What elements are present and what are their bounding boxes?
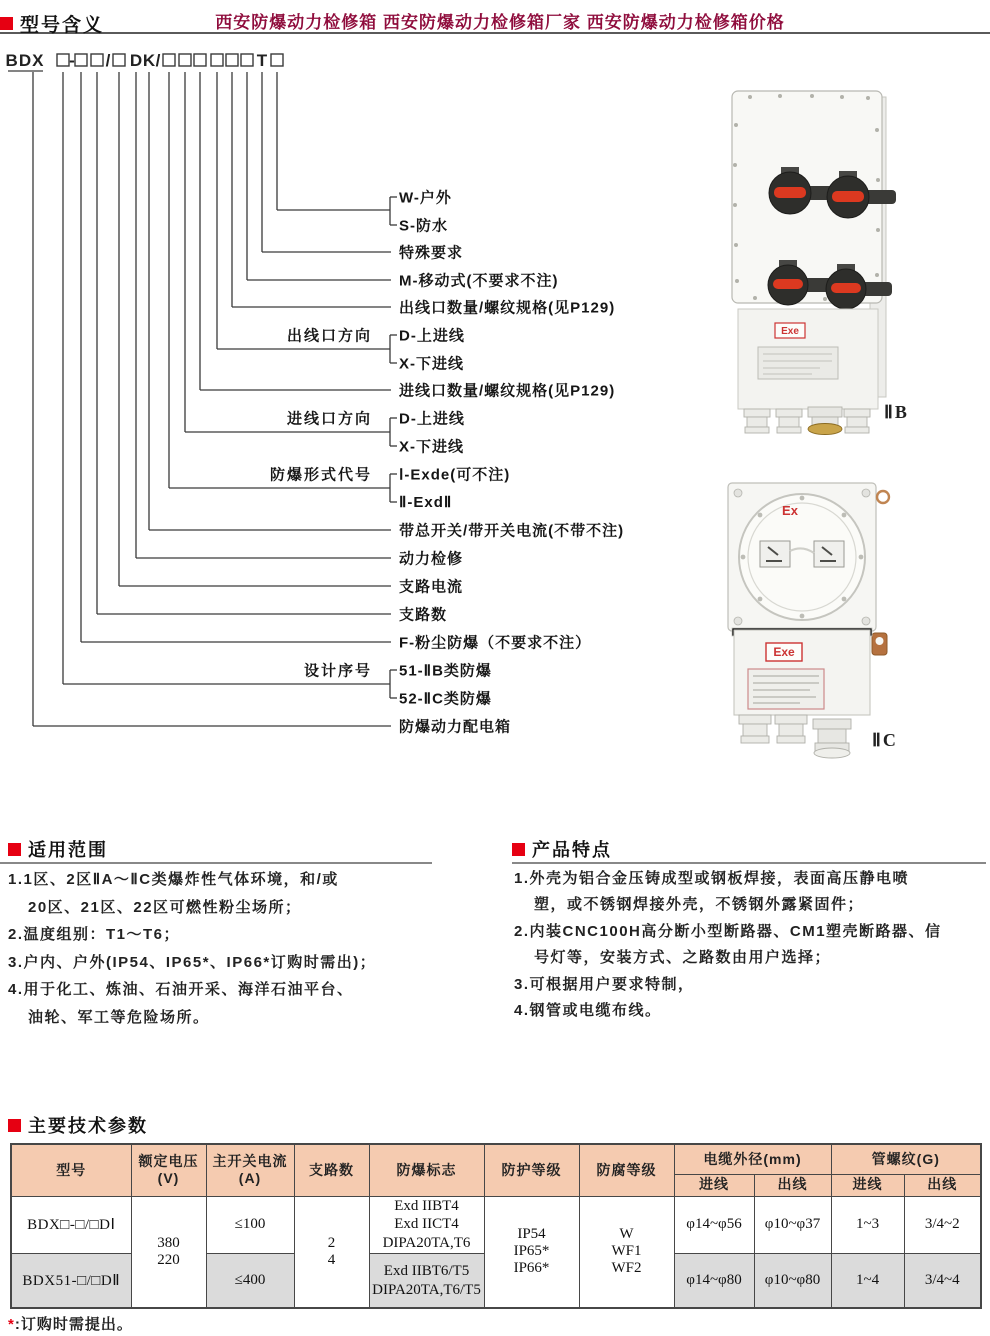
model-code-letter-t: T [256, 51, 268, 70]
scope-line: 20区、21区、22区可燃性粉尘场所； [28, 898, 302, 916]
col-header-cable-od: 电缆外径(mm) [674, 1144, 831, 1174]
cell-thread-in-1: 1~3 [831, 1196, 904, 1253]
branch-category: 进线口方向 [286, 410, 372, 428]
branch-label: 动力检修 [399, 550, 464, 568]
col-header-corrosion: 防腐等级 [579, 1144, 674, 1196]
subcol-cable-out: 出线 [754, 1174, 831, 1196]
figure-label-iic: ⅡC [872, 730, 898, 750]
col-header-model: 型号 [11, 1144, 131, 1196]
col-header-thread: 管螺纹(G) [831, 1144, 981, 1174]
cell-cable-in-2: φ14~φ80 [674, 1253, 754, 1308]
cell-thread-out-2: 3/4~4 [904, 1253, 981, 1308]
feature-line: 号灯等，安装方式、之路数由用户选择； [534, 949, 832, 967]
branch-count-2: 2 [327, 1234, 336, 1251]
branch-option: X-下进线 [399, 355, 465, 373]
ex-mark-line: Exd IIBT6/T5 [383, 1262, 470, 1279]
branch-label: 出线口数量/螺纹规格(见P129) [399, 299, 616, 317]
cell-protection [484, 1196, 579, 1308]
branch-option: X-下进线 [399, 438, 465, 456]
feature-line: 塑，或不锈钢焊接外壳，不锈钢外露紧固件； [534, 896, 865, 914]
col-header-voltage-text: 额定电压 [138, 1152, 199, 1169]
cell-main-current-1: ≤100 [206, 1196, 294, 1253]
cell-main-current-2: ≤400 [206, 1253, 294, 1308]
footnote-text: :订购时需提出。 [14, 1316, 133, 1333]
exe-badge: Exe [781, 326, 799, 337]
feature-line: 2.内装CNC100H高分断小型断路器、CM1塑壳断路器、信 [514, 922, 942, 940]
branch-label: F-粉尘防爆（不要求不注） [399, 634, 592, 652]
features-section-header [512, 836, 612, 862]
scope-line: 4.用于化工、炼油、石油开采、海洋石油平台、 [8, 981, 354, 999]
scope-section-header [8, 836, 108, 862]
cell-ex-mark-1 [369, 1196, 484, 1253]
ex-mark-line: Exd IIBT4 [394, 1197, 459, 1214]
protection-ip65: IP65* [513, 1243, 550, 1260]
protection-ip54: IP54 [517, 1226, 546, 1243]
order-footnote [8, 1313, 133, 1334]
branch-label: M-移动式(不要求不注) [399, 272, 559, 290]
specs-title: 主要技术参数 [28, 1116, 148, 1136]
col-header-voltage [131, 1144, 206, 1196]
cell-model-2: BDX51-□/□DⅡ [11, 1253, 131, 1308]
col-header-main-current-unit: (A) [238, 1170, 262, 1187]
red-square-bullet-icon [512, 843, 525, 856]
branch-option: Ⅱ-ExdⅡ [399, 494, 453, 511]
corrosion-wf2: WF2 [611, 1260, 642, 1277]
model-code-prefix: BDX [5, 51, 45, 70]
branch-option: D-上进线 [399, 327, 465, 345]
feature-line: 4.钢管或电缆布线。 [514, 1002, 662, 1020]
col-header-protection: 防护等级 [484, 1144, 579, 1196]
cell-cable-out-1: φ10~φ37 [754, 1196, 831, 1253]
scope-divider [0, 862, 432, 864]
ex-mark-line: Exd IICT4 [394, 1216, 459, 1233]
cell-ex-mark-2 [369, 1253, 484, 1308]
page-title: 型号含义 [20, 15, 105, 36]
subcol-cable-in: 进线 [674, 1174, 754, 1196]
subcol-thread-in: 进线 [831, 1174, 904, 1196]
scope-line: 1.1区、2区ⅡA～ⅡC类爆炸性气体环境，和/或 [8, 871, 339, 888]
scope-line: 3.户内、户外(IP54、IP65*、IP66*订购时需出)； [8, 953, 377, 971]
col-header-voltage-unit: (V) [157, 1170, 180, 1187]
cell-model-1: BDX□-□/□DⅠ [11, 1196, 131, 1253]
model-code-slash1: / [105, 51, 111, 70]
ex-mark-line: DIPA20TA,T6/T5 [372, 1281, 481, 1298]
corrosion-w: W [619, 1226, 634, 1243]
figure-label-iib: ⅡB [884, 402, 909, 422]
scope-line: 2.温度组别：T1～T6； [8, 926, 181, 944]
red-square-bullet-icon [8, 843, 21, 856]
branch-count-4: 4 [327, 1251, 336, 1268]
scope-title: 适用范围 [28, 840, 108, 860]
cell-cable-out-2: φ10~φ80 [754, 1253, 831, 1308]
col-header-main-current-text: 主开关电流 [212, 1152, 288, 1169]
subcol-thread-out: 出线 [904, 1174, 981, 1196]
specs-table [10, 1143, 982, 1309]
branch-label: 防爆动力配电箱 [399, 718, 512, 736]
features-divider [512, 862, 986, 864]
branch-option: S-防水 [399, 217, 449, 235]
cell-corrosion [579, 1196, 674, 1308]
product-image-iic [712, 475, 897, 765]
model-code-letter-d: D [129, 51, 143, 70]
ex-mark-line: DIPA20TA,T6 [382, 1235, 471, 1251]
model-code-letter-k: K [142, 51, 156, 70]
scope-text [8, 866, 438, 1032]
seo-subtitle: 西安防爆动力检修箱 西安防爆动力检修箱厂家 西安防爆动力检修箱价格 [215, 13, 785, 32]
red-square-bullet-icon [8, 1119, 21, 1132]
ex-window-badge: Ex [782, 503, 798, 518]
feature-line: 1.外壳为铝合金压铸成型或钢板焊接，表面高压静电喷 [514, 870, 910, 887]
scope-line: 油轮、军工等危险场所。 [28, 1008, 210, 1026]
product-image-iib [720, 85, 900, 435]
branch-option: 52-ⅡC类防爆 [399, 690, 492, 708]
feature-line: 3.可根据用户要求特制， [514, 975, 695, 993]
footnote-asterisk: * [8, 1316, 15, 1333]
specs-section-header [8, 1112, 148, 1138]
col-header-branches: 支路数 [294, 1144, 369, 1196]
features-title: 产品特点 [532, 840, 612, 860]
branch-label: 特殊要求 [399, 244, 464, 262]
branch-label: 支路数 [399, 606, 448, 624]
cell-thread-out-1: 3/4~2 [904, 1196, 981, 1253]
col-header-main-current [206, 1144, 294, 1196]
branch-option: W-户外 [399, 189, 452, 207]
cell-voltage [131, 1196, 206, 1308]
branch-option: 51-ⅡB类防爆 [399, 662, 492, 680]
cell-cable-in-1: φ14~φ56 [674, 1196, 754, 1253]
corrosion-wf1: WF1 [611, 1243, 642, 1260]
cell-branch-count [294, 1196, 369, 1308]
exe-badge: Exe [773, 645, 795, 659]
branch-option: Ⅰ-Exde(可不注) [399, 466, 511, 484]
branch-category: 防爆形式代号 [269, 466, 372, 484]
branch-category: 设计序号 [303, 662, 372, 680]
branch-category: 出线口方向 [286, 327, 372, 345]
voltage-380: 380 [157, 1234, 180, 1251]
col-header-ex-mark: 防爆标志 [369, 1144, 484, 1196]
model-code-dash: - [69, 51, 75, 70]
branch-option: D-上进线 [399, 410, 465, 428]
model-code-slash2: / [155, 51, 161, 70]
features-text [514, 866, 988, 1024]
protection-ip66: IP66* [513, 1260, 550, 1277]
branch-label: 支路电流 [399, 578, 464, 596]
cell-thread-in-2: 1~4 [831, 1253, 904, 1308]
branch-label: 带总开关/带开关电流(不带不注) [399, 522, 625, 540]
branch-label: 进线口数量/螺纹规格(见P129) [399, 382, 616, 400]
voltage-220: 220 [157, 1251, 180, 1268]
